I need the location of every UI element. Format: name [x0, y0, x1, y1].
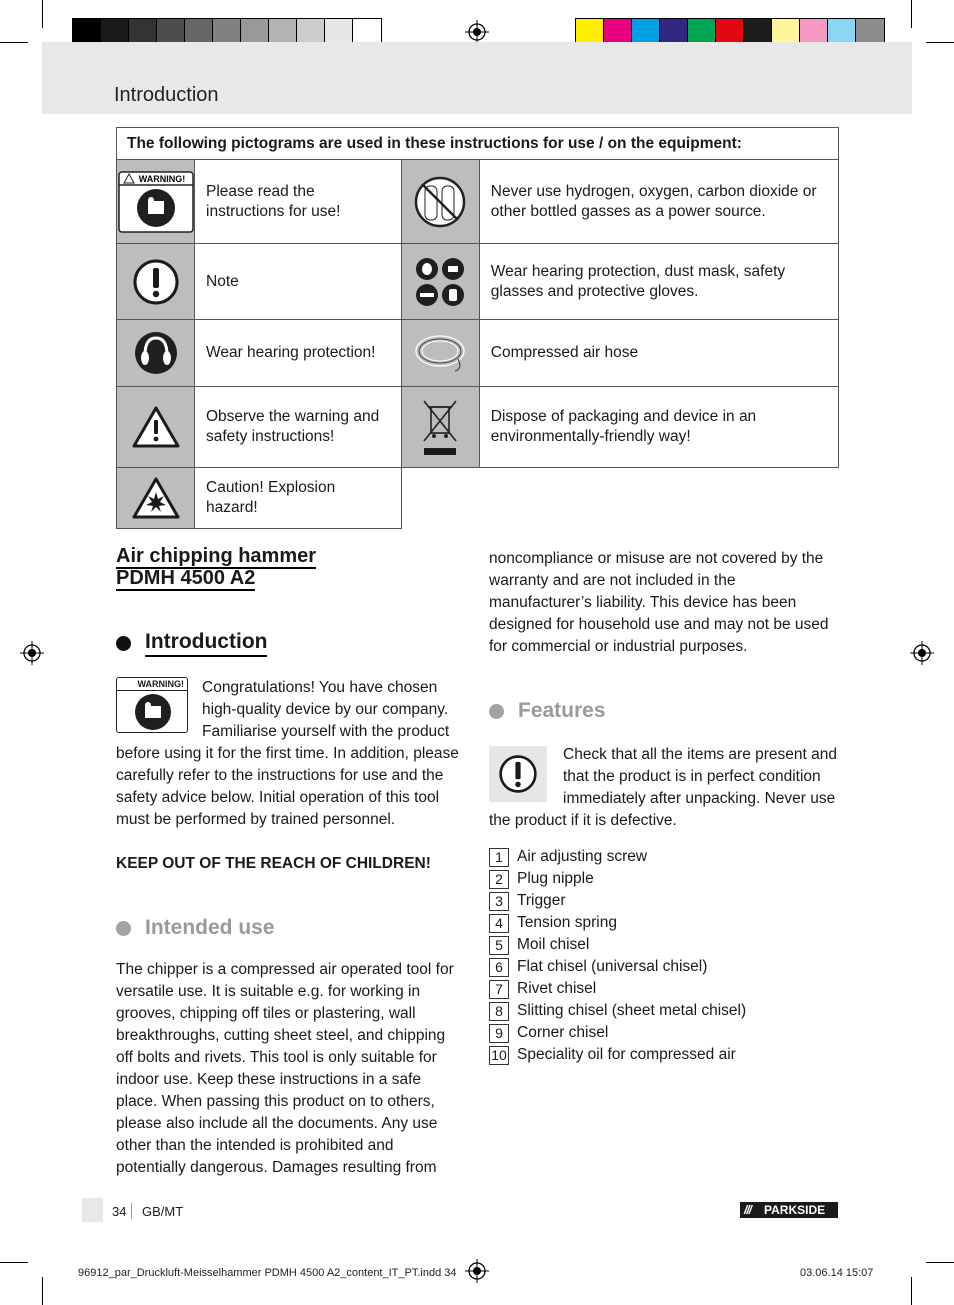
- brand-name: PARKSIDE: [764, 1203, 826, 1217]
- item-number: 2: [489, 870, 509, 889]
- hearing-protection-icon: [117, 320, 195, 387]
- print-slug-file: 96912_par_Druckluft-Meisselhammer PDMH 4500 A2_content_IT_PT.indd 34: [78, 1267, 457, 1279]
- picto-text-read-instructions: Please read the instructions for use!: [195, 160, 402, 244]
- list-item: [489, 1022, 841, 1044]
- registration-mark-icon: [910, 641, 934, 665]
- note-exclamation-icon: [117, 244, 195, 320]
- item-number: 3: [489, 892, 509, 911]
- list-item: [489, 912, 841, 934]
- section-heading-introduction: [116, 629, 466, 657]
- bullet-icon: [116, 921, 131, 936]
- bullet-icon: [489, 704, 504, 719]
- warning-tag: WARNING!: [117, 678, 187, 691]
- item-label: Slitting chisel (sheet metal chisel): [517, 1002, 747, 1019]
- language-code: GB/MT: [142, 1204, 184, 1219]
- list-item: [489, 978, 841, 1000]
- list-item: [489, 1000, 841, 1022]
- crop-mark: [0, 1262, 28, 1263]
- picto-text-dispose: Dispose of packaging and device in an environmentally-friendly way!: [479, 387, 838, 468]
- heading-label: Features: [518, 699, 606, 722]
- features-note: [489, 744, 841, 832]
- warning-triangle-icon: [117, 387, 195, 468]
- registration-mark-icon: [465, 20, 489, 44]
- section-heading-intended-use: [116, 915, 466, 941]
- picto-text-hose: Compressed air hose: [479, 320, 838, 387]
- item-label: Speciality oil for compressed air: [517, 1046, 736, 1063]
- product-title: [116, 545, 466, 589]
- list-item: [489, 868, 841, 890]
- registration-mark-icon: [465, 1259, 489, 1283]
- table-heading: The following pictograms are used in these instructions for use / on the equipment:: [117, 128, 839, 160]
- empty-cell: [401, 468, 838, 529]
- bullet-icon: [116, 636, 131, 651]
- list-item: [489, 846, 841, 868]
- explosion-hazard-icon: [117, 468, 195, 529]
- item-number: 8: [489, 1002, 509, 1021]
- crop-mark: [911, 1277, 912, 1305]
- item-label: Flat chisel (universal chisel): [517, 958, 708, 975]
- item-number: 5: [489, 936, 509, 955]
- intended-use-text: The chipper is a compressed air operated tool for versatile use. It is suitable e.g. for working in grooves, chipping off tiles or plastering, wall breakthroughs, cutting sheet steel, and chipping off bolts and rivets. This tool is only suitable for indoor use. Keep these instructions in a safe place. When passing this product on to others, please also include all the documents. Any use other than the intended is prohibited and potentially dangerous. Damages resulting from: [116, 961, 454, 1176]
- item-number: 1: [489, 848, 509, 867]
- protective-equipment-icon: [401, 244, 479, 320]
- features-note-text: Check that all the items are present and that the product is in perfect condition immediately after unpacking. Never use the product if it is defective.: [489, 746, 837, 829]
- item-number: 4: [489, 914, 509, 933]
- crop-mark: [42, 0, 43, 28]
- warning-tag: WARNING!: [138, 173, 185, 184]
- read-manual-warning-icon: [117, 160, 195, 244]
- left-column: [116, 545, 466, 1179]
- crop-mark: [0, 42, 28, 43]
- table-row: [117, 160, 839, 244]
- keep-out-warning: KEEP OUT OF THE REACH OF CHILDREN!: [116, 855, 431, 872]
- note-exclamation-icon: [489, 746, 547, 802]
- item-label: Tension spring: [517, 914, 617, 931]
- picto-text-hearing: Wear hearing protection!: [195, 320, 402, 387]
- crossed-bin-icon: [401, 387, 479, 468]
- continued-text: noncompliance or misuse are not covered by the warranty and are not included in the manufacturer’s liability. This device has been designed for household use and may not be used for commercial or industrial purposes.: [489, 550, 829, 655]
- list-item: [489, 956, 841, 978]
- parts-list: [489, 846, 841, 1066]
- item-label: Rivet chisel: [517, 980, 597, 997]
- right-column: [489, 548, 841, 1066]
- section-heading-features: [489, 698, 841, 724]
- picto-text-explosion: Caution! Explosion hazard!: [195, 468, 402, 529]
- heading-label: Introduction: [145, 629, 267, 657]
- product-model: PDMH 4500 A2: [116, 567, 256, 589]
- table-row: [117, 387, 839, 468]
- read-manual-warning-icon: [116, 677, 188, 733]
- print-slug-date: 03.06.14 15:07: [800, 1267, 874, 1279]
- heading-label: Intended use: [145, 916, 275, 939]
- page-title: Introduction: [114, 84, 219, 106]
- crop-mark: [926, 1262, 954, 1263]
- crop-mark: [911, 0, 912, 28]
- brand-logo: [740, 1202, 838, 1218]
- registration-mark-icon: [20, 641, 44, 665]
- list-item: [489, 1044, 841, 1066]
- item-number: 6: [489, 958, 509, 977]
- item-number: 10: [489, 1046, 509, 1065]
- item-number: 7: [489, 980, 509, 999]
- divider: [131, 1203, 132, 1219]
- no-bottled-gas-icon: [401, 160, 479, 244]
- brand-bars: ///: [744, 1203, 752, 1217]
- list-item: [489, 890, 841, 912]
- item-label: Plug nipple: [517, 870, 594, 887]
- item-number: 9: [489, 1024, 509, 1043]
- product-name: Air chipping hammer: [116, 545, 317, 567]
- item-label: Corner chisel: [517, 1024, 609, 1041]
- item-label: Trigger: [517, 892, 566, 909]
- picto-text-no-gas: Never use hydrogen, oxygen, carbon dioxide or other bottled gasses as a power source.: [479, 160, 838, 244]
- crop-mark: [42, 1277, 43, 1305]
- item-label: Moil chisel: [517, 936, 590, 953]
- footer-tab: [82, 1198, 103, 1222]
- item-label: Air adjusting screw: [517, 848, 648, 865]
- table-row: [117, 468, 839, 529]
- pictogram-table: [116, 127, 839, 529]
- picto-text-note: Note: [195, 244, 402, 320]
- page-number: 34: [112, 1204, 127, 1219]
- intro-paragraph: [116, 677, 466, 831]
- crop-mark: [926, 42, 954, 43]
- picto-text-warning: Observe the warning and safety instructions!: [195, 387, 402, 468]
- list-item: [489, 934, 841, 956]
- table-row: [117, 320, 839, 387]
- intro-text: Congratulations! You have chosen high-quality device by our company. Familiarise yourself with the product before using it for the first time. In addition, please carefully refer to the instructions for use and the safety advice below. Initial operation of this tool must be performed by trained personnel.: [116, 679, 459, 828]
- table-row: [117, 244, 839, 320]
- picto-text-protection: Wear hearing protection, dust mask, safety glasses and protective gloves.: [479, 244, 838, 320]
- air-hose-icon: [401, 320, 479, 387]
